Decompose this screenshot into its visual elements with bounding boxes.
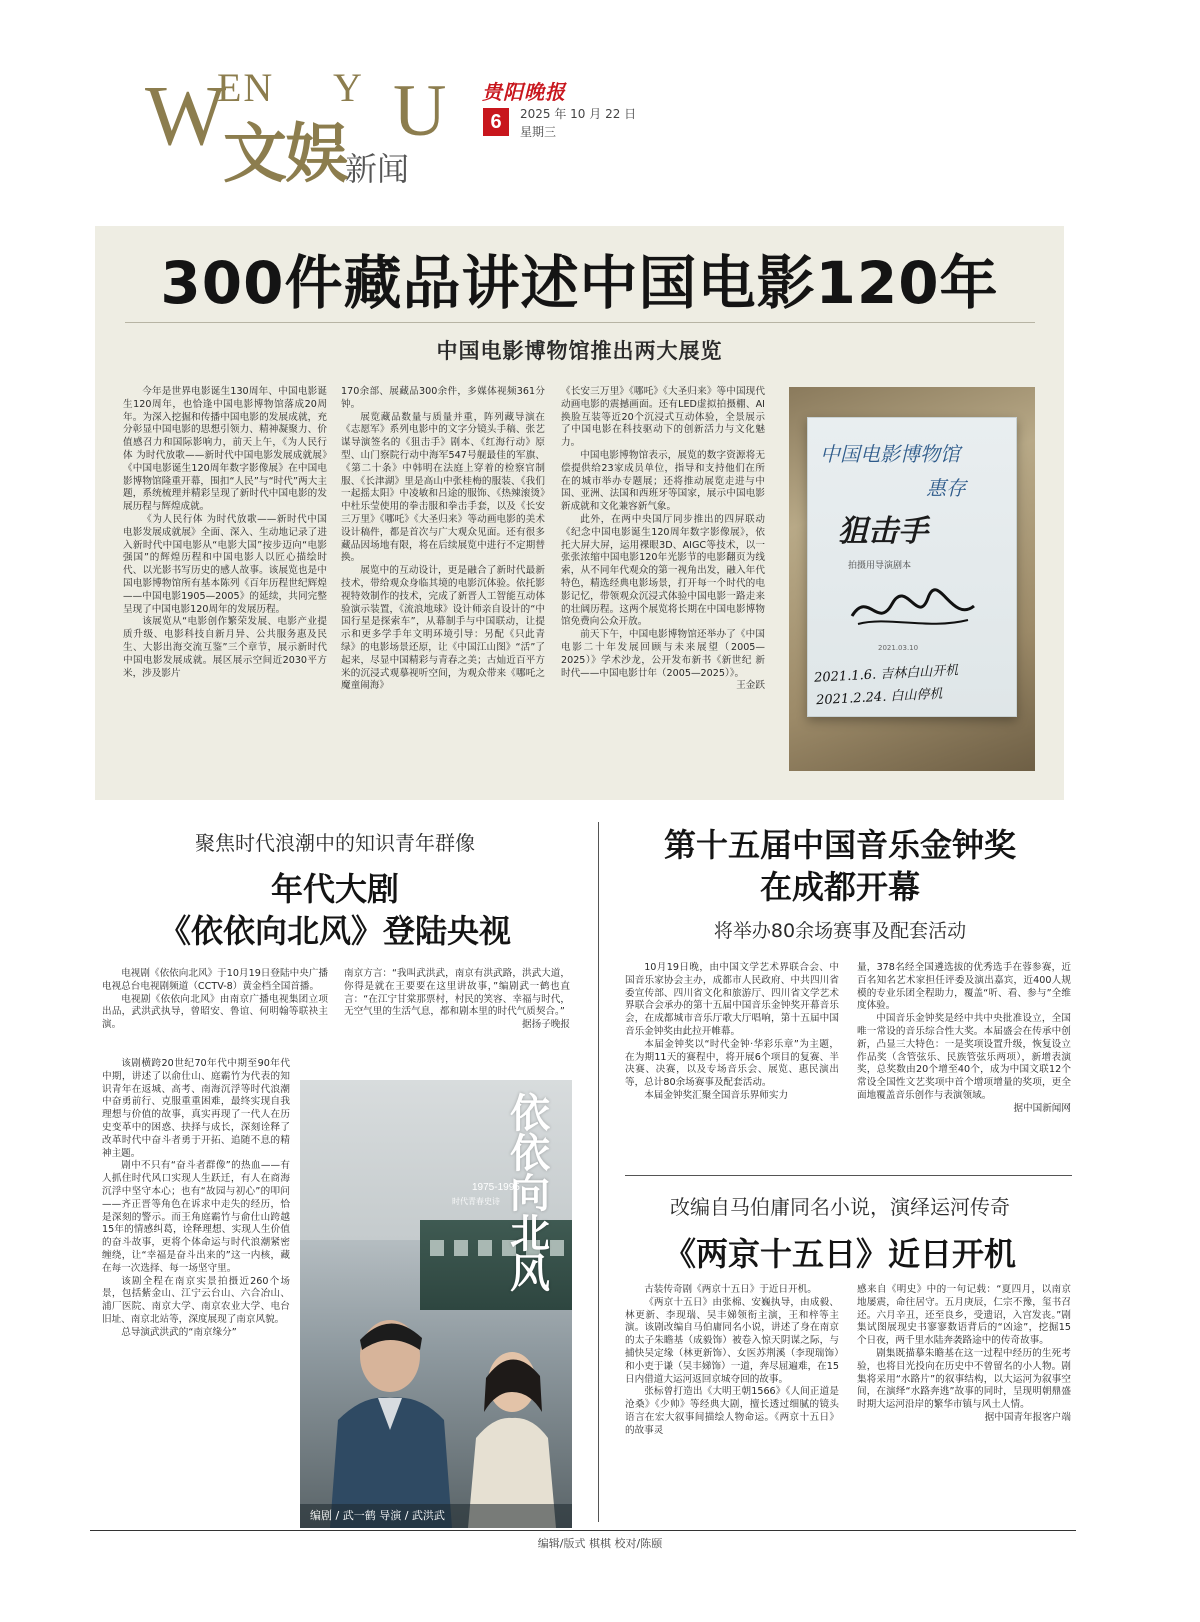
paragraph: 10月19日晚，由中国文学艺术界联合会、中国音乐家协会主办，成都市人民政府、中共四川省委宣传部、四川省文化和旅游厅、四川省文学艺术界联合会承办的第十五届中国音乐金钟奖开幕音乐会，在成都城市音乐厅歌大厅唱响，第十五届中国音乐金钟奖由此拉开帷幕。: [625, 962, 839, 1037]
paragraph: 《两京十五日》由张棉、安巍执导，由成毅、林更新、李现瑞、吴丰娣领衔主演，王和梓等主演。该剧改编自马伯庸同名小说，讲述了身在南京的太子朱瞻基（成毅饰）被卷入惊天阴谋之际，与捕快吴定缘（林更新饰）、女医苏荆溪（李现瑞饰）和小吏于谦（吴丰娣饰）一道，奔尽屈遍难，在15日内借道大运河返回京城夺回的故事。: [625, 1296, 839, 1385]
exhibit-photo: [789, 387, 1035, 771]
paragraph: 本届金钟奖汇聚全国音乐界师实力: [644, 1089, 789, 1101]
publication-date: 2025 年 10 月 22 日: [520, 107, 637, 121]
paragraph: 总导演武洪武的“南京缘分”: [121, 1326, 237, 1338]
editor-credit: 编辑/版式 棋棋 校对/陈颐: [537, 1537, 663, 1550]
music-headline-line1: 第十五届中国音乐金钟奖: [663, 826, 1016, 864]
train-window: [478, 1240, 492, 1256]
paragraph: 该剧全程在南京实景拍摄近260个场景，包括紫金山、江宁云台山、六合冶山、浦厂医院、南京大学、南京农业大学、电台旧址、南京北站等，深度展现了南京风貌。: [102, 1275, 290, 1325]
footer-rule: [90, 1530, 1076, 1531]
drama-column-narrow: [102, 1058, 290, 1340]
signature-scribble: [848, 586, 978, 634]
publication-weekday: 星期三: [520, 125, 557, 139]
music-subheadline: 将举办80余场赛事及配套活动: [713, 920, 967, 942]
drama-column-top-right: [344, 968, 570, 1032]
handwritten-note: 2021.1.6. 吉林白山开机: [813, 663, 959, 686]
source-credit: 据扬子晚报: [522, 1019, 570, 1031]
lead-article: [95, 226, 1064, 800]
drama-headline-line1: 年代大剧: [270, 870, 399, 908]
paragraph: 张标曾打造出《大明王朝1566》《人间正道是沧桑》《少帅》等经典大剧，擅长透过细腻的镜头语言在宏大叙事间描绘人物命运。《两京十五日》的故事灵: [625, 1386, 839, 1436]
drama-column-top-left: [102, 968, 328, 1032]
drama-kicker: 聚焦时代浪潮中的知识青年群像: [195, 831, 475, 855]
paragraph: 电视剧《依依向北风》于10月19日登陆中央广播电视总台电视剧频道（CCTV-8）黄金档全国首播。: [102, 968, 328, 992]
paragraph: 本届金钟奖以“时代金钟·华彩乐章”为主题，在为期11天的赛程中，将开展6个项目的复赛、半决赛、决赛，以及专场音乐会、展览、惠民演出等，总计80余场赛事及配套活动。: [625, 1038, 839, 1089]
series-column-2: [857, 1284, 1071, 1425]
source-credit: 据中国新闻网: [1013, 1102, 1071, 1114]
train-window: [430, 1240, 444, 1256]
paragraph: 电视剧《依依向北风》由南京广播电视集团立项出品，武洪武执导，曾昭安、鲁谊、何明翰等联袂主演。: [102, 993, 328, 1031]
music-column-1: [625, 962, 839, 1103]
lead-column-3: [561, 386, 765, 693]
lead-subheadline: 中国电影博物馆推出两大展览: [436, 339, 723, 363]
paragraph: 《长安三万里》《哪吒》《大圣归来》等中国现代动画电影的震撼画面。还有LED虚拟拍摄棚、AI换脸互装等近20个沉浸式互动体验，全景展示了中国电影在科技驱动下的创新活力与文化魅力。: [561, 386, 765, 449]
byline: 王金跃: [736, 680, 765, 692]
paragraph: 中国音乐金钟奖是经中共中央批准设立，全国唯一常设的音乐综合性大奖。本届盛会在传承中创新，凸显三大特色：一是奖项设置升级，恢复设立作品奖（含管弦乐、民族管弦乐两项），新增表演奖，总奖数由20个增至40个，成为中国文联12个常设全国性文艺奖项中首个增项增量的奖项，更全面地覆盖音乐创作与表演领域。: [857, 1013, 1071, 1101]
music-headline-line2: 在成都开幕: [759, 868, 920, 906]
column-divider: [598, 822, 599, 1522]
paragraph: 170余部、展藏品300余件，多媒体视频361分钟。: [341, 386, 545, 410]
paragraph: 古装传奇剧《两京十五日》于近日开机。: [644, 1284, 817, 1295]
section-title-news: 新闻: [345, 150, 410, 188]
section-title-wenyu: 文娱: [223, 118, 347, 192]
paragraph: 剧集既描摹朱瞻基在这一过程中经历的生死考验，也将目光投向在历史中不曾留名的小人物。剧集将采用“水路片”的叙事结构，以大运河为叙事空间，在演绎“水路奔逃”故事的同时，呈现明朝鼎盛时期大运河沿岸的繁华市镇与风土人情。: [857, 1347, 1071, 1411]
paragraph: 展览藏品数量与质量并重，阵列藏导演在《志愿军》系列电影中的文字分镜头手稿、张艺谋导演签名的《狙击手》剧本、《红海行动》原型、山门察院行动中海军547号舰最佳的军旗、《第二十条》中韩明在法庭上穿着的检察官制服、《长津湖》里是高山中张桂梅的服装、《我们一起摇太阳》中凌敏和吕途的服饰、《热辣滚烫》中杜乐莹使用的拳击服和拳击手套，以及《长安三万里》《哪吒》《大圣归来》等动画电影的美术设计稿件，都是首次与广大观众见面。还有很多藏品因场地有限，将在后续展览中进行不定期替换。: [341, 411, 545, 564]
brand-letter-y: Y: [333, 65, 362, 110]
headline-divider: [125, 322, 1035, 323]
paragraph: 《为人民行体 为时代放歌——新时代中国电影发展成就展》全面、深入、生动地记录了进入新时代中国电影从“电影大国”按步迈向“电影强国”的辉煌历程和中国电影人以匠心描绘时代、以光影书写历史的感人故事。该展览也是中国电影博物馆所有基本陈列《百年历程世纪辉煌——中国电影1905—2005》的延续，共同完整呈现了中国电影120周年的发展历程。: [123, 513, 327, 615]
paragraph: 剧中不只有“奋斗者群像”的热血——有人抓住时代风口实现人生跃迁，有人在商海沉浮中坚守本心；也有“故园与初心”的叩问——齐正晋等角色在诉求中走失的经历，恰是深刻的警示。而王角庭霸竹与俞仕山跨越15年的情感纠葛，诠释理想、实现人生价值的奋斗故事，更将个体命运与时代浪潮紧密缠绕，让“幸福是奋斗出来的”这一内核，藏在每一次选择、每一场坚守里。: [102, 1160, 290, 1274]
poster-credits: 编剧 / 武一鹤 导演 / 武洪武: [300, 1504, 572, 1528]
series-headline: 《两京十五日》近日开机: [663, 1235, 1016, 1273]
brand-letter-u: U: [393, 70, 447, 152]
poster-tagline: 时代青春史诗: [452, 1197, 500, 1206]
paragraph: 中国电影博物馆表示，展览的数字资源将无偿提供给23家成员单位，指导和支持他们在所在的城市举办专题展；还将推动展览走进与中国、亚洲、法国和西班牙等国家，展示中国电影新成就和文化兼容新气象。: [561, 449, 765, 513]
paragraph: 该剧横跨20世纪70年代中期至90年代中期，讲述了以俞仕山、庭霸竹为代表的知识青年在返城、高考、南海沉浮等时代浪潮中奋勇前行、克服重重困难，最终实现自我理想与价值的故事，真实再现了一代人在历史变革中的困惑、抉择与成长，深刻诠释了改革时代中奋斗者勇于开拓、追随不息的精神主题。: [102, 1058, 290, 1159]
article-divider: [625, 1175, 1072, 1176]
poster-years: 1975-1995: [472, 1182, 520, 1193]
card-caption: 拍摄用导演剧本: [848, 561, 912, 571]
card-date: 2021.03.10: [878, 644, 919, 652]
source-credit: 据中国青年报客户端: [984, 1411, 1071, 1423]
lead-column-1: [123, 386, 327, 680]
drama-poster: [300, 1080, 572, 1528]
poster-actress-figure: [460, 1342, 560, 1528]
section-masthead: [145, 62, 445, 202]
newspaper-name: 贵阳晚报: [482, 80, 566, 104]
poster-actor-figure: [324, 1310, 454, 1528]
handwritten-note: 2021.2.24. 白山停机: [815, 686, 943, 709]
paragraph: 该展览从“电影创作繁荣发展、电影产业提质升级、电影科技自新月异、公共服务惠及民生、大影出海交流互鉴”三个章节，展示新时代中国电影发展成就。展区展示空间近2030平方米，涉及影片: [123, 616, 327, 679]
paragraph: 前天下午，中国电影博物馆还举办了《中国电影二十年发展回顾与未来展望（2005—2025）》学术沙龙，公开发布新书《新世纪 新时代——中国电影廿年（2005—2025）》。: [561, 629, 765, 679]
paragraph: 展览中的互动设计，更是融合了新时代最新技术，带给观众身临其境的电影沉体验。依托影视特效制作的技术，完成了新晋人工智能互动体验演示装置，《流浪地球》设计师亲自设计的“中国行星是探索车”，从幕制手与中国联动，让提示和更多学手年文明环境引导：另配《只此青绿》的电影场景还原，让《中国江山图》“活”了起来，尽显中国精彩与青春之美；古灿近百平方米的沉浸式观摹视听空间，为观众带来《哪吒之魔童闹海》: [341, 565, 545, 692]
card-film-title: 狙击手: [838, 514, 928, 549]
train-window: [454, 1240, 468, 1256]
card-inscription: 惠存: [926, 476, 966, 500]
series-column-1: [625, 1284, 839, 1438]
signature-image: [848, 586, 978, 634]
lead-column-2: [341, 386, 545, 693]
drama-headline-line2: 《依依向北风》登陆央视: [158, 912, 511, 950]
paragraph: 此外，在两中央国厅同步推出的四屏联动《纪念中国电影诞生120周年数字影像展》，依托大屏大屏，运用裸眼3D、AIGC等技术，以一张张浓缩中国电影120年光影节的电影翻页为线索，从不同年代观众的第一视角出发，融入年代特色，精选经典电影场景，打开每一个时代的电影记忆，带领观众沉浸式体验中国电影一路走来的壮阔历程。这两个展览将长期在中国电影博物馆免费向公众开放。: [561, 513, 765, 628]
poster-title: 依依向北风: [510, 1090, 550, 1297]
signed-script-card: [807, 417, 1017, 717]
paragraph: 感来自《明史》中的一句记载：“夏四月，以南京地屡震，命往居守。五月庚辰，仁宗不豫，玺书召还。六月辛丑，还至良乡，受遗诏，入宫发丧。”剧集试图展现史书寥寥数语背后的“凶途”，挖掘15个日夜，两千里水陆奔袭路途中的传奇故事。: [857, 1284, 1071, 1347]
card-inscription: 中国电影博物馆: [820, 442, 960, 466]
brand-letters-en: EN: [217, 65, 275, 110]
series-kicker: 改编自马伯庸同名小说，演绎运河传奇: [670, 1195, 1010, 1219]
paragraph: 南京方言：“我叫武洪武，南京有洪武路，洪武大道，你得是就在王要要在这里讲故事，”编剧武一鹤也直言：“在江宁甘棠那票村，村民的笑容、幸福与时代，无空气里的生活气息，都和剧本里的时代气质契合。”: [344, 968, 570, 1018]
music-column-2: [857, 962, 1071, 1116]
brand-letter-w: W: [145, 67, 227, 163]
paragraph: 今年是世界电影诞生130周年、中国电影诞生120周年，也恰逢中国电影博物馆落成20周年。为深入挖掘和传播中国电影的发展成就，充分彰显中国电影的思想引领力、精神凝聚力、价值感召力和国际影响力，前天上午，《为人民行体 为时代放歌——新时代中国电影发展成就展》《中国电影诞生120周年数字影像展》在中国电影博物馆隆重开幕，围扣“人民”与“时代”两大主题，系统梳理并精彩呈现了新时代中国电影的发展历程与辉煌成就。: [123, 386, 327, 513]
paragraph: 量，378名经全国遴选拔的优秀选手在蓉参赛，近百名知名艺术家担任评委及演出嘉宾，近400人规模的专业乐团全程助力，覆盖“听、看、参与”全维度体验。: [857, 962, 1071, 1012]
page-number-badge: 6: [483, 108, 509, 136]
lead-headline: 300件藏品讲述中国电影120年: [160, 249, 999, 317]
